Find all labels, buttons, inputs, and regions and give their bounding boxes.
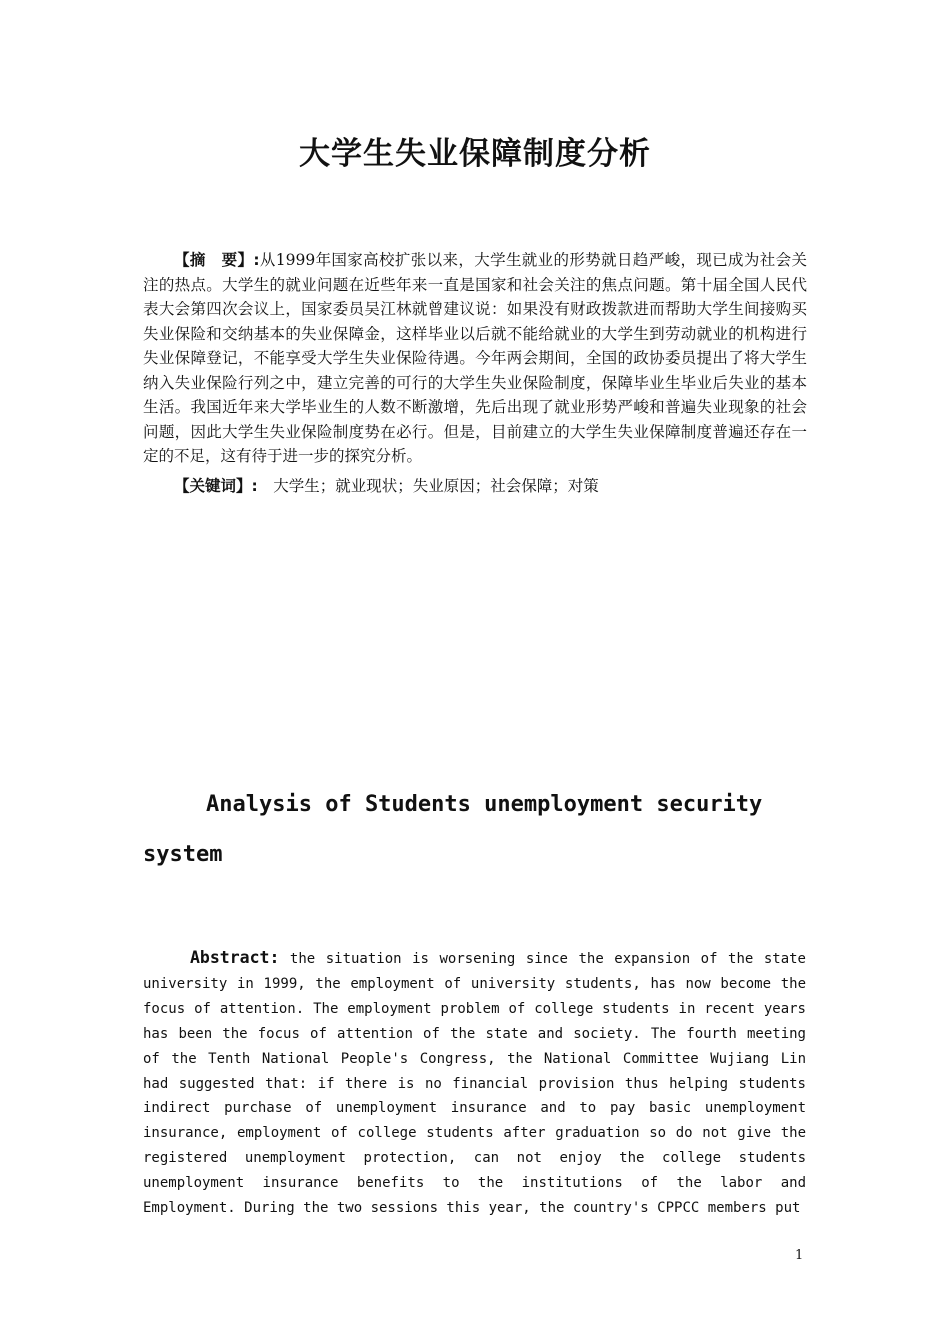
english-abstract xyxy=(143,946,806,1221)
chinese-abstract-text: 从1999年国家高校扩张以来，大学生就业的形势就日趋严峻，现已成为社会关注的热点。大学生的就业问题在近些年来一直是国家和社会关注的焦点问题。第十届全国人民代表大会第四次会议上，国家委员吴江林就曾建议说：如果没有财政拨款进而帮助大学生间接购买失业保险和交纳基本的失业保障金，这样毕业以后就不能给就业的大学生到劳动就业的机构进行失业保障登记，不能享受大学生失业保险待遇。今年两会期间，全国的政协委员提出了将大学生纳入失业保险行列之中，建立完善的可行的大学生失业保险制度，保障毕业生毕业后失业的基本生活。我国近年来大学毕业生的人数不断激增，先后出现了就业形势严峻和普遍失业现象的社会问题，因此大学生失业保险制度势在必行。但是，目前建立的大学生失业保障制度普遍还存在一定的不足，这有待于进一步的探究分析。 xyxy=(143,251,808,465)
page-number: 1 xyxy=(795,1248,804,1263)
chinese-abstract-indent xyxy=(143,251,174,269)
chinese-title: 大学生失业保障制度分析 xyxy=(299,136,651,172)
chinese-keywords-text: 大学生；就业现状；失业原因；社会保障；对策 xyxy=(257,477,599,495)
english-title: Analysis of Students unemployment security system xyxy=(143,792,763,867)
chinese-abstract xyxy=(143,248,807,469)
chinese-abstract-label: 【摘 要】: xyxy=(174,251,260,269)
english-abstract-text: the situation is worsening since the expansion of the state university in 1999, the employment of university students, has now become the focus of attention. The employment problem of college students in recent years has been the focus of attention of the state and society. The fourth meeting of the Tenth National People's Congress, the National Committee Wujiang Lin had suggested that: if there is no financial provision thus helping students indirect purchase of unemployment insurance and to pay basic unemployment insurance, employment of college students after graduation so do not give the registered unemployment protection, can not enjoy the college students unemployment insurance benefits to the institutions of the labor and Employment. During the two sessions this year, the country's CPPCC members put xyxy=(143,951,806,1217)
chinese-keywords-label: 【关键词】: xyxy=(174,477,258,495)
chinese-keywords xyxy=(174,474,599,498)
english-abstract-label: Abstract: xyxy=(190,948,280,967)
